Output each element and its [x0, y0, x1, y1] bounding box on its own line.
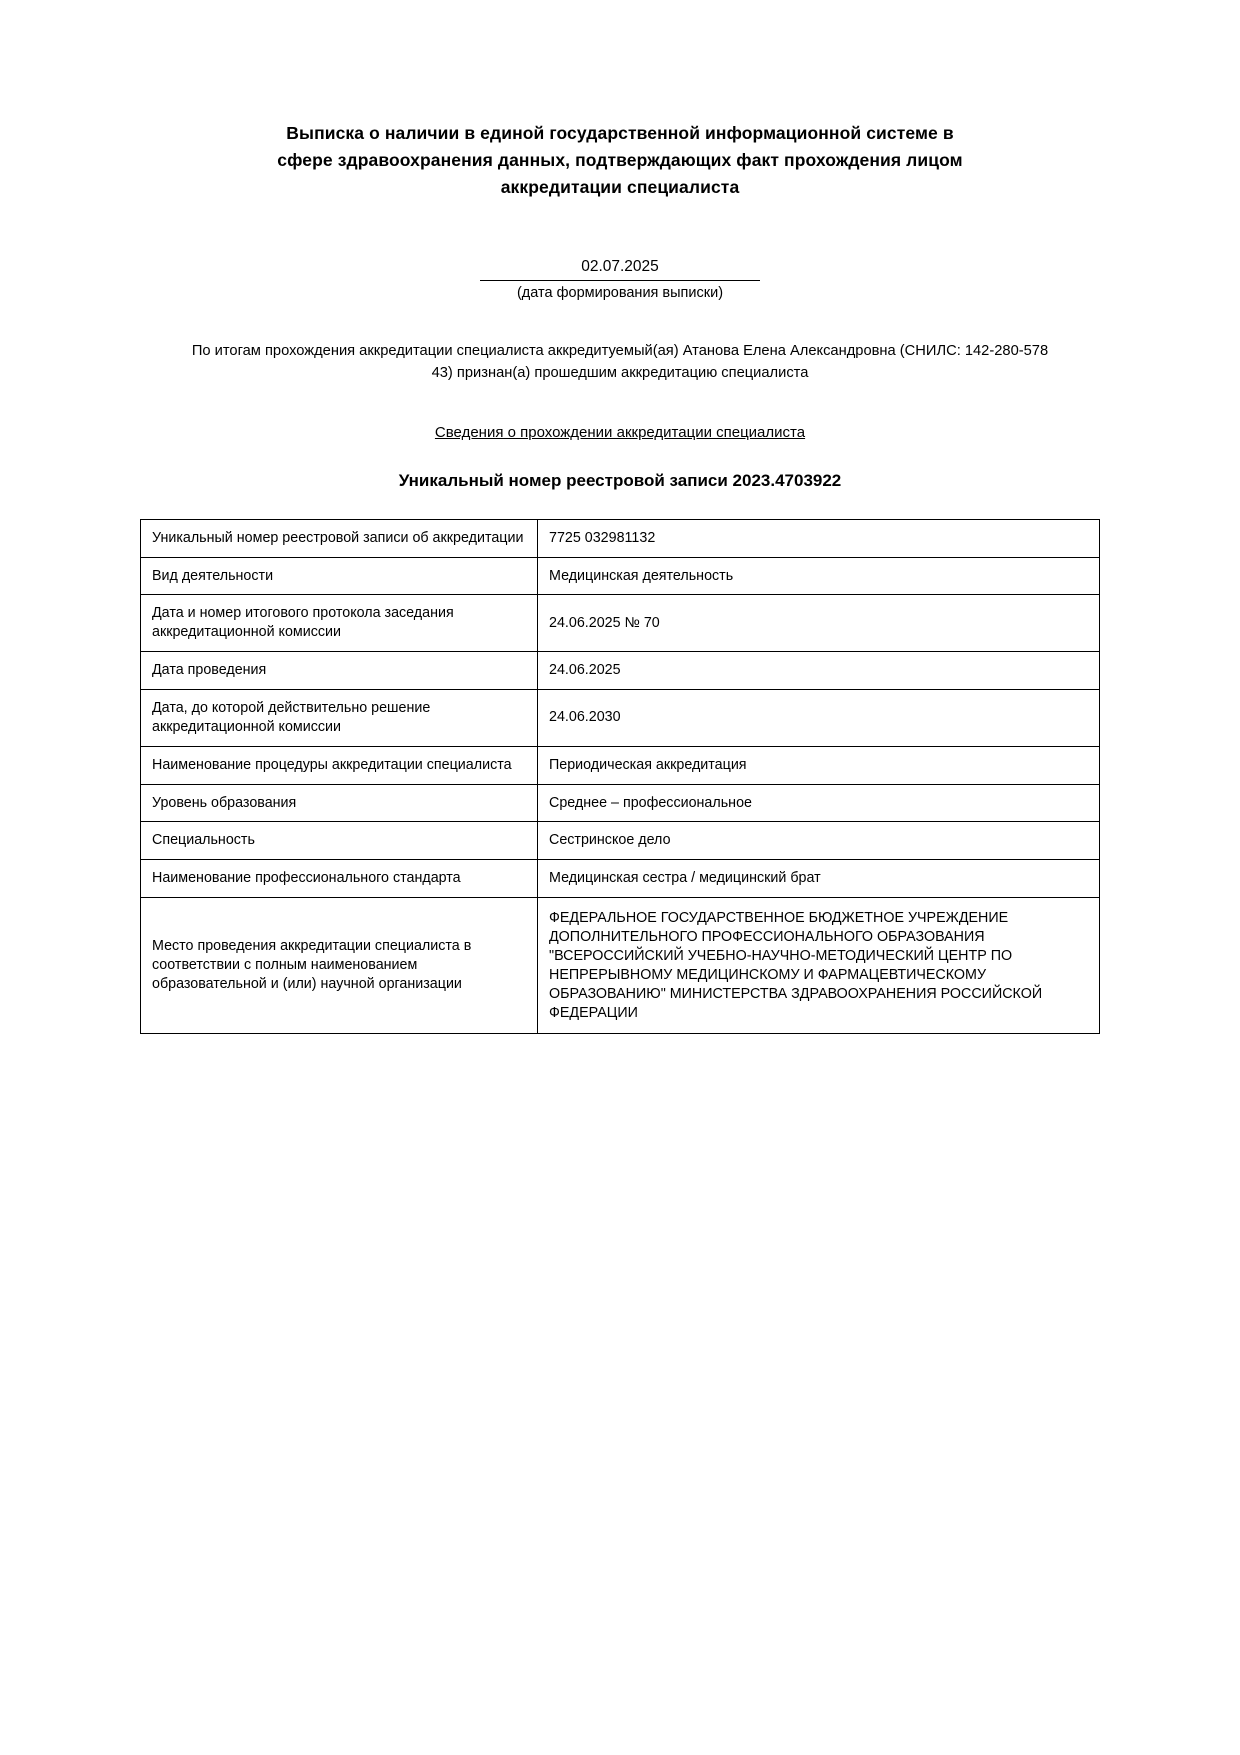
page-title: Выписка о наличии в единой государственной информационной системе в сфере здравоохранения данных, подтверждающих факт прохождения лицом аккредитации специалиста: [277, 123, 963, 198]
row-value: Медицинская деятельность: [538, 557, 1100, 595]
row-value: Сестринское дело: [538, 822, 1100, 860]
table-row: [141, 746, 1100, 784]
row-value: 7725 032981132: [538, 519, 1100, 557]
table-row: [141, 898, 1100, 1034]
section-title: Сведения о прохождении аккредитации специалиста: [434, 423, 806, 441]
table-row: [141, 784, 1100, 822]
record-number: Уникальный номер реестровой записи 2023.4703922: [398, 470, 842, 490]
table-row: [141, 519, 1100, 557]
row-value: Периодическая аккредитация: [538, 746, 1100, 784]
row-label: Наименование профессионального стандарта: [141, 860, 538, 898]
row-label: Вид деятельности: [141, 557, 538, 595]
formation-date-block: [140, 257, 1100, 303]
formation-date-caption: (дата формирования выписки): [516, 285, 724, 302]
table-row: [141, 557, 1100, 595]
row-label: Специальность: [141, 822, 538, 860]
row-label: Дата и номер итогового протокола заседания аккредитационной комиссии: [141, 595, 538, 652]
row-label: Уникальный номер реестровой записи об аккредитации: [141, 519, 538, 557]
row-label: Место проведения аккредитации специалиста в соответствии с полным наименованием образовательной и (или) научной организации: [141, 898, 538, 1034]
row-value: 24.06.2025 № 70: [538, 595, 1100, 652]
row-label: Наименование процедуры аккредитации специалиста: [141, 746, 538, 784]
table-row: [141, 595, 1100, 652]
formation-date-inner: [480, 257, 760, 303]
intro-paragraph: По итогам прохождения аккредитации специалиста аккредитуемый(ая) Атанова Елена Александровна (СНИЛС: 142-280-578 43) признан(а) прошедшим аккредитацию специалиста: [191, 342, 1049, 381]
row-label: Уровень образования: [141, 784, 538, 822]
table-row: [141, 690, 1100, 747]
accreditation-table: [140, 519, 1100, 1035]
table-row: [141, 652, 1100, 690]
table-row: [141, 822, 1100, 860]
formation-date-value: 02.07.2025: [480, 257, 760, 281]
row-label: Дата, до которой действительно решение аккредитационной комиссии: [141, 690, 538, 747]
row-value: 24.06.2030: [538, 690, 1100, 747]
row-label: Дата проведения: [141, 652, 538, 690]
accreditation-table-body: [141, 519, 1100, 1034]
table-row: [141, 860, 1100, 898]
row-value: Медицинская сестра / медицинский брат: [538, 860, 1100, 898]
row-value: ФЕДЕРАЛЬНОЕ ГОСУДАРСТВЕННОЕ БЮДЖЕТНОЕ УЧРЕЖДЕНИЕ ДОПОЛНИТЕЛЬНОГО ПРОФЕССИОНАЛЬНОГО ОБРАЗОВАНИЯ "ВСЕРОССИЙСКИЙ УЧЕБНО-НАУЧНО-МЕТОДИЧЕСКИЙ ЦЕНТР ПО НЕПРЕРЫВНОМУ МЕДИЦИНСКОМУ И ФАРМАЦЕВТИЧЕСКОМУ ОБРАЗОВАНИЮ" МИНИСТЕРСТВА ЗДРАВООХРАНЕНИЯ РОССИЙСКОЙ ФЕДЕРАЦИИ: [538, 898, 1100, 1034]
row-value: 24.06.2025: [538, 652, 1100, 690]
row-value: Среднее – профессиональное: [538, 784, 1100, 822]
